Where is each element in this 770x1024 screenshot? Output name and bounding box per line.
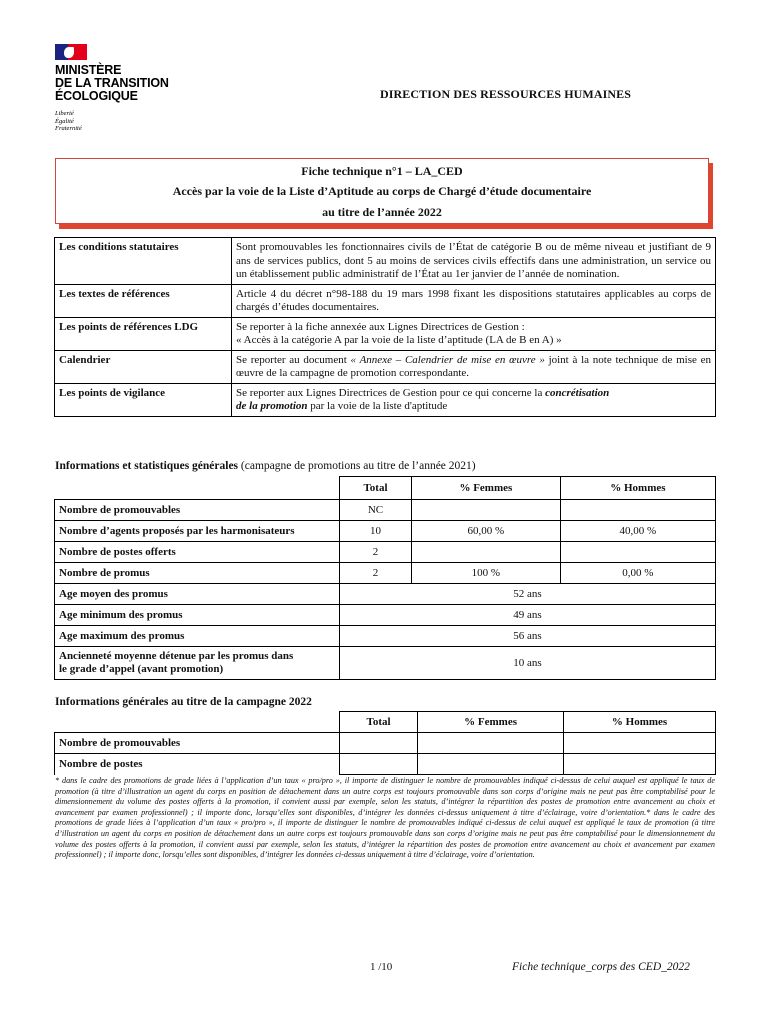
conditions-table bbox=[54, 237, 716, 417]
page-number: 1 /10 bbox=[370, 961, 393, 973]
table-row: Age moyen des promus 52 ans bbox=[55, 584, 716, 605]
table-row: Nombre de postes offerts 2 bbox=[55, 542, 716, 563]
table-row bbox=[55, 238, 716, 285]
condition-key: Les points de références LDG bbox=[55, 317, 232, 350]
title-line-1: Fiche technique n°1 – LA_CED bbox=[301, 164, 463, 178]
stats-section-title: Informations et statistiques générales (campagne de promotions au titre de l’année 2021) bbox=[55, 460, 476, 472]
table-row: Nombre de promouvables NC bbox=[55, 500, 716, 521]
table-header-row bbox=[55, 477, 716, 500]
table-row: Nombre de promouvables bbox=[55, 733, 716, 754]
condition-value: Se reporter aux Lignes Directrices de Gestion pour ce qui concerne la concrétisation de la promotion par la voie de la liste d'aptitude bbox=[232, 383, 716, 416]
ministry-name: MINISTÈRE DE LA TRANSITION ÉCOLOGIQUE bbox=[55, 63, 169, 103]
footnote: * dans le cadre des promotions de grade liées à l’application d’un taux « pro/pro », il importe de distinguer le nombre de promouvables indiqué ci-dessus de celui auquel est appliqué le taux de promotion (à titre d’illustration un agent du corps en position de détachement dans un autre corps est toujours promouvable dans son corps d’origine mais ne peut pas être comptabilisé pour le dimensionnement du volume des postes offerts à la promotion, il convient aussi par exemple, selon les statuts, d’intégrer la répartition des postes de promotion entre avancement au choix et avancement par examen professionnel) ; il importe donc, lorsqu’elles sont disponibles, d’intégrer les données ci-dessus uniquement à titre d’éclairage, voire d’orientation.* dans le cadre des promotions de grade liées à l’application d’un taux « pro/pro », il importe de distinguer le nombre de promouvables indiqué ci-dessus de celui auquel est appliqué le taux de promotion (à titre d’illustration un agent du corps en position de détachement dans un autre corps est toujours promouvable dans son corps d’origine mais ne peut pas être comptabilisé pour le dimensionnement du volume des postes offerts à la promotion, il convient aussi par exemple, selon les statuts, d’intégrer la répartition des postes de promotion entre avancement au choix et avancement par examen professionnel) ; il importe donc, lorsqu’elles sont disponibles, d’intégrer les données ci-dessus uniquement à titre d’éclairage, voire d’orientation. bbox=[55, 776, 715, 860]
condition-value: Se reporter au document « Annexe – Calendrier de mise en œuvre » joint à la note technique de mise en œuvre de la campagne de promotion correspondante. bbox=[232, 350, 716, 383]
table-header-row bbox=[55, 712, 716, 733]
table-row bbox=[55, 383, 716, 416]
table-row bbox=[55, 317, 716, 350]
table-row: Nombre de postes bbox=[55, 754, 716, 775]
column-header: % Femmes bbox=[412, 477, 561, 500]
condition-value: Se reporter à la fiche annexée aux Lignes Directrices de Gestion : « Accès à la catégorie A par la voie de la liste d’aptitude (LA de B en A) » bbox=[232, 317, 716, 350]
condition-key: Calendrier bbox=[55, 350, 232, 383]
campaign-section-title: Informations générales au titre de la campagne 2022 bbox=[55, 696, 312, 708]
stats-table bbox=[54, 476, 716, 680]
condition-key: Les conditions statutaires bbox=[55, 238, 232, 285]
table-row bbox=[55, 350, 716, 383]
condition-key: Les textes de références bbox=[55, 284, 232, 317]
column-header: % Hommes bbox=[560, 477, 715, 500]
table-row: Age minimum des promus 49 ans bbox=[55, 605, 716, 626]
document-footer: Fiche technique_corps des CED_2022 bbox=[512, 961, 690, 973]
document-title-box bbox=[55, 158, 709, 224]
ministry-logo bbox=[55, 44, 185, 133]
condition-value: Sont promouvables les fonctionnaires civils de l’État de catégorie B ou de même niveau et justifiant de 9 ans de services publics, dont 5 au moins de services civils effectifs dans une administration, un service ou un établissement public administratif de l’État au 1er janvier de l’année de nomination. bbox=[232, 238, 716, 285]
republic-motto: Liberté Égalité Fraternité bbox=[55, 110, 82, 132]
department-heading: DIRECTION DES RESSOURCES HUMAINES bbox=[380, 87, 632, 101]
table-row: Nombre de promus 2 100 % 0,00 % bbox=[55, 563, 716, 584]
column-header: Total bbox=[340, 477, 412, 500]
table-row: Age maximum des promus 56 ans bbox=[55, 626, 716, 647]
column-header: Total bbox=[340, 712, 418, 733]
column-header: % Femmes bbox=[418, 712, 564, 733]
table-row bbox=[55, 284, 716, 317]
table-row: Ancienneté moyenne détenue par les promus dans le grade d’appel (avant promotion) 10 ans bbox=[55, 647, 716, 680]
condition-value: Article 4 du décret n°98-188 du 19 mars 1998 fixant les dispositions statutaires applicables au corps de chargés d’études documentaires. bbox=[232, 284, 716, 317]
condition-key: Les points de vigilance bbox=[55, 383, 232, 416]
table-row: Nombre d’agents proposés par les harmonisateurs 10 60,00 % 40,00 % bbox=[55, 521, 716, 542]
campaign-table bbox=[54, 711, 716, 775]
marianne-logo-icon bbox=[55, 44, 87, 60]
column-header: % Hommes bbox=[564, 712, 716, 733]
title-line-2: Accès par la voie de la Liste d’Aptitude au corps de Chargé d’étude documentaire bbox=[172, 184, 592, 198]
title-line-3: au titre de l’année 2022 bbox=[322, 205, 442, 219]
